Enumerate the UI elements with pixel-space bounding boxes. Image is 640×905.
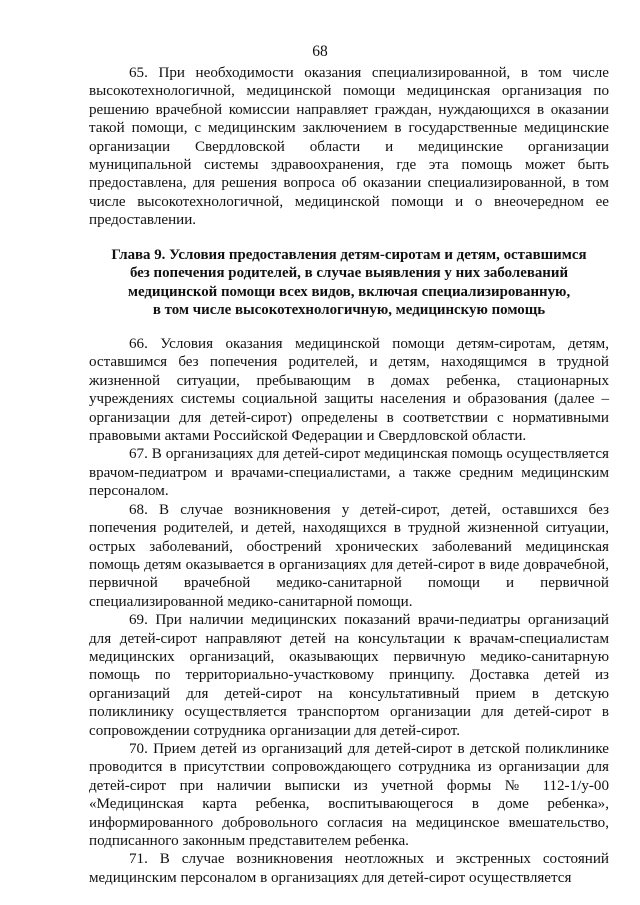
paragraph-67: 67. В организациях для детей-сирот медицинская помощь осуществляется врачом-педиатром и врачами-специалистами, а также средним медицинским персоналом. [89, 446, 609, 500]
chapter-heading-line-2: без попечения родителей, в случае выявления у них заболеваний [129, 265, 569, 282]
paragraph-68: 68. В случае возникновения у детей-сирот, детей, оставшихся без попечения родителей, и детей, находящихся в трудной жизненной ситуации, острых заболеваний, обострений хронических заболеваний медицинская помощь детям оказывается в организациях для детей-сирот в виде доврачебной, первичной врачебной медико-санитарной помощи и первичной специализированной медико-санитарной помощи. [89, 501, 609, 610]
paragraph-65: 65. При необходимости оказания специализированной, в том числе высокотехнологичной, медицинской помощи медицинская организация по решению врачебной комиссии направляет граждан, нуждающихся в оказании такой помощи, с медицинским заключением в государственные медицинские организации Свердловской области и медицинские организации муниципальной системы здравоохранения, где эта помощь может быть предоставлена, для решения вопроса об оказании специализированной, в том числе высокотехнологичной, медицинской помощи и о внеочередном ее предоставлении. [89, 65, 609, 229]
chapter-heading-line-3: медицинской помощи всех видов, включая специализированную, [127, 283, 571, 300]
paragraph-66: 66. Условия оказания медицинской помощи детям-сиротам, детям, оставшимся без попечения родителей, и детям, находящимся в трудной жизненной ситуации, пребывающим в домах ребенка, стационарных учреждениях системы социальной защиты населения и образования (далее – организации для детей-сирот) определены в соответствии с нормативными правовыми актами Российской Федерации и Свердловской области. [89, 336, 609, 445]
paragraph-69: 69. При наличии медицинских показаний врачи-педиатры организаций для детей-сирот направляют детей на консультации к врачам-специалистам медицинских организаций, оказывающих первичную медико-санитарную помощь по территориально-участковому принципу. Доставка детей из организаций для детей-сирот на консультативный прием в детскую поликлинику осуществляется транспортом организации для детей-сирот в сопровождении сотрудника организации для детей-сирот. [89, 612, 609, 739]
chapter-heading-line-1: Глава 9. Условия предоставления детям-сиротам и детям, оставшимся [111, 246, 587, 263]
page-number: 68 [312, 43, 328, 60]
chapter-9-heading [89, 246, 609, 320]
chapter-heading-line-4: в том числе высокотехнологичную, медицинскую помощь [152, 302, 546, 319]
document-body [89, 64, 609, 887]
paragraph-70: 70. Прием детей из организаций для детей-сирот в детской поликлинике проводится в присутствии сопровождающего сотрудника из организации для детей-сирот при наличии выписки из учетной формы № 112-1/у-00 «Медицинская карта ребенка, воспитывающегося в доме ребенка», информированного добровольного согласия на медицинское вмешательство, подписанного законным представителем ребенка. [89, 740, 609, 849]
paragraph-71: 71. В случае возникновения неотложных и экстренных состояний медицинским персоналом в организациях для детей-сирот осуществляется [89, 851, 609, 886]
